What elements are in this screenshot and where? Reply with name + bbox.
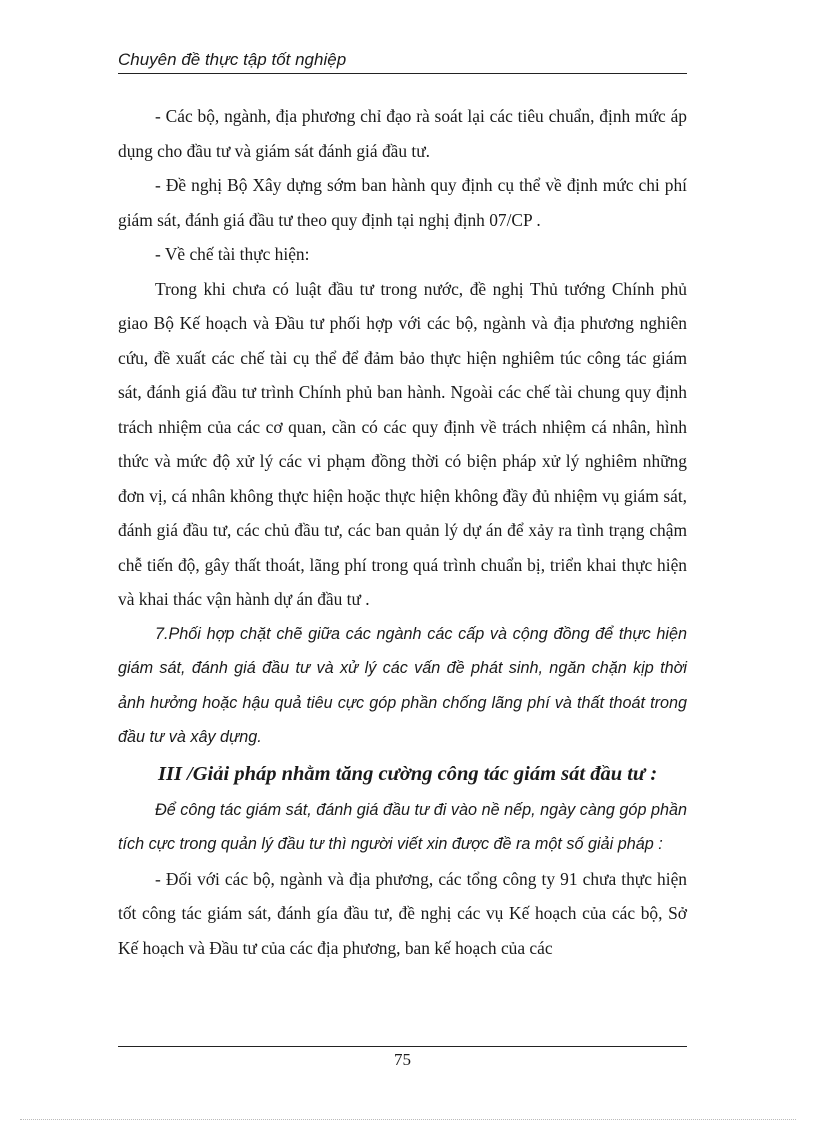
paragraph-sanctions-body: Trong khi chưa có luật đầu tư trong nước, đề nghị Thủ tướng Chính phủ giao Bộ Kế hoạch và Đầu tư phối hợp với các bộ, ngành và địa phương nghiên cứu, đề xuất các chế tài cụ thể để đảm bảo thực hiện nghiêm túc công tác giám sát, đánh giá đầu tư trình Chính phủ ban hành. Ngoài các chế tài chung quy định trách nhiệm của các cơ quan, cần có các quy định về trách nhiệm cá nhân, hình thức và mức độ xử lý các vi phạm đồng thời có biện pháp xử lý nghiêm những đơn vị, cá nhân không thực hiện hoặc thực hiện không đầy đủ nhiệm vụ giám sát, đánh giá đầu tư, các chủ đầu tư, các ban quản lý dự án để xảy ra tình trạng chậm chễ tiến độ, gây thất thoát, lãng phí trong quá trình chuẩn bị, triển khai thực hiện và khai thác vận hành dự án đầu tư . xyxy=(118,278,687,609)
paragraph-solutions-intro: Để công tác giám sát, đánh giá đầu tư đi vào nề nếp, ngày càng góp phần tích cực trong quản lý đầu tư thì người viết xin được đề ra một số giải pháp : xyxy=(118,800,687,853)
page-edge-divider xyxy=(20,1119,796,1120)
running-header: Chuyên đề thực tập tốt nghiệp xyxy=(118,50,687,74)
section-heading-iii: III /Giải pháp nhằm tăng cường công tác giám sát đầu tư : xyxy=(158,762,658,785)
paragraph-ministries-recommendation: - Đối với các bộ, ngành và địa phương, các tổng công ty 91 chưa thực hiện tốt công tác giám sát, đánh gía đầu tư, đề nghị các vụ Kế hoạch của các bộ, Sở Kế hoạch và Đầu tư của các địa phương, ban kế hoạch của các xyxy=(118,868,687,958)
paragraph-standards-review: - Các bộ, ngành, địa phương chỉ đạo rà soát lại các tiêu chuẩn, định mức áp dụng cho đầu tư và giám sát đánh giá đầu tư. xyxy=(118,106,687,161)
paragraph-sanctions-label: - Về chế tài thực hiện: xyxy=(155,244,310,264)
footer-rule xyxy=(118,1046,687,1047)
paragraph-coordination-item-7: 7.Phối hợp chặt chẽ giữa các ngành các cấp và cộng đồng để thực hiện giám sát, đánh giá đầu tư và xử lý các vấn đề phát sinh, ngăn chặn kịp thời ảnh hưởng hoặc hậu quả tiêu cực góp phần chống lãng phí và thất thoát trong đầu tư và xây dựng. xyxy=(118,624,687,746)
page-body xyxy=(118,99,687,965)
paragraph-construction-ministry: - Đề nghị Bộ Xây dựng sớm ban hành quy định cụ thể về định mức chi phí giám sát, đánh giá đầu tư theo quy định tại nghị định 07/CP . xyxy=(118,175,687,230)
page-number: 75 xyxy=(394,1050,411,1069)
